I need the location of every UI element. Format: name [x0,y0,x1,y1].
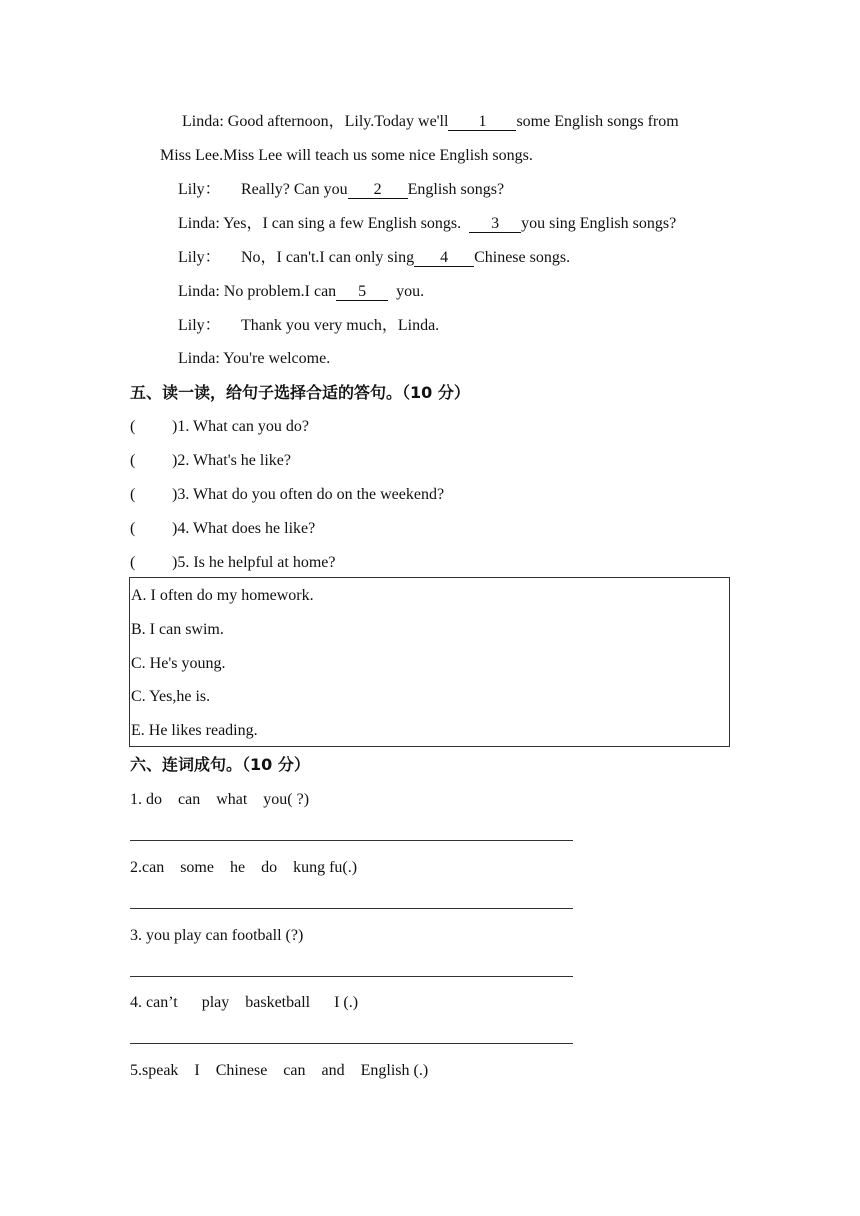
dialogue-line-4 [178,248,570,268]
dialogue-text: No，I can't.I can only sing [241,249,415,266]
dialogue-line-1-cont [160,146,533,166]
option-d: C. Yes,he is. [131,688,211,705]
dialogue-text: English songs? [407,181,505,198]
dialogue-text: Yes，I can sing a few English songs. [223,215,462,232]
scramble-item-1: 1. do can what you( ?) [130,791,310,808]
dialogue-line-5 [178,282,424,302]
speaker: Linda: [178,283,220,300]
dialogue-line-2 [178,180,504,200]
answer-paren[interactable]: ( [130,520,136,537]
question-text: )1. What can you do? [172,418,309,435]
option-b: B. I can swim. [131,621,224,638]
dialogue-text: Miss Lee.Miss Lee will teach us some nice English songs. [160,147,533,164]
dialogue-text: you. [396,283,425,300]
dialogue-line-6 [178,316,439,336]
options-box [129,577,730,747]
dialogue-text: No problem.I can [223,283,337,300]
speaker: Linda: [182,113,224,130]
dialogue-text: Thank you very much，Linda. [241,317,440,334]
answer-paren[interactable]: ( [130,486,136,503]
dialogue-text: You're welcome. [223,350,331,367]
answer-paren[interactable]: ( [130,418,136,435]
dialogue-line-1 [182,112,679,132]
question-text: )5. Is he helpful at home? [172,554,336,571]
question-2 [130,451,291,471]
speaker: Lily： [178,181,221,198]
blank-4[interactable]: 4 [414,250,474,267]
answer-line-1[interactable] [130,840,573,841]
dialogue-text: Good afternoon，Lily.Today we'll [227,113,449,130]
speaker: Linda: [178,350,220,367]
section-5-heading: 五、读一读，给句子选择合适的答句。（10 分） [130,383,470,402]
question-text: )3. What do you often do on the weekend? [172,486,445,503]
question-3 [130,485,444,505]
option-a: A. I often do my homework. [131,587,314,604]
question-text: )4. What does he like? [172,520,316,537]
dialogue-line-3 [178,214,676,234]
dialogue-text: Chinese songs. [474,249,571,266]
blank-5[interactable]: 5 [336,284,388,301]
blank-2[interactable]: 2 [348,182,408,199]
scramble-item-2: 2.can some he do kung fu(.) [130,859,358,876]
answer-line-3[interactable] [130,976,573,977]
section-6-heading: 六、连词成句。（10 分） [130,755,310,774]
speaker: Lily： [178,249,221,266]
answer-paren[interactable]: ( [130,554,136,571]
dialogue-line-7 [178,349,330,369]
option-e: E. He likes reading. [131,722,258,739]
blank-3[interactable]: 3 [469,216,521,233]
answer-line-2[interactable] [130,908,573,909]
question-text: )2. What's he like? [172,452,291,469]
question-4 [130,519,315,539]
question-1 [130,417,309,437]
dialogue-text: some English songs from [516,113,679,130]
scramble-item-5: 5.speak I Chinese can and English (.) [130,1062,429,1079]
speaker: Linda: [178,215,220,232]
speaker: Lily： [178,317,221,334]
question-5 [130,553,336,573]
blank-1[interactable]: 1 [448,114,516,131]
dialogue-text: you sing English songs? [521,215,677,232]
answer-paren[interactable]: ( [130,452,136,469]
scramble-item-3: 3. you play can football (?) [130,927,304,944]
dialogue-text: Really? Can you [241,181,348,198]
scramble-item-4: 4. can’t play basketball I (.) [130,994,359,1011]
answer-line-4[interactable] [130,1043,573,1044]
option-c: C. He's young. [131,655,226,672]
